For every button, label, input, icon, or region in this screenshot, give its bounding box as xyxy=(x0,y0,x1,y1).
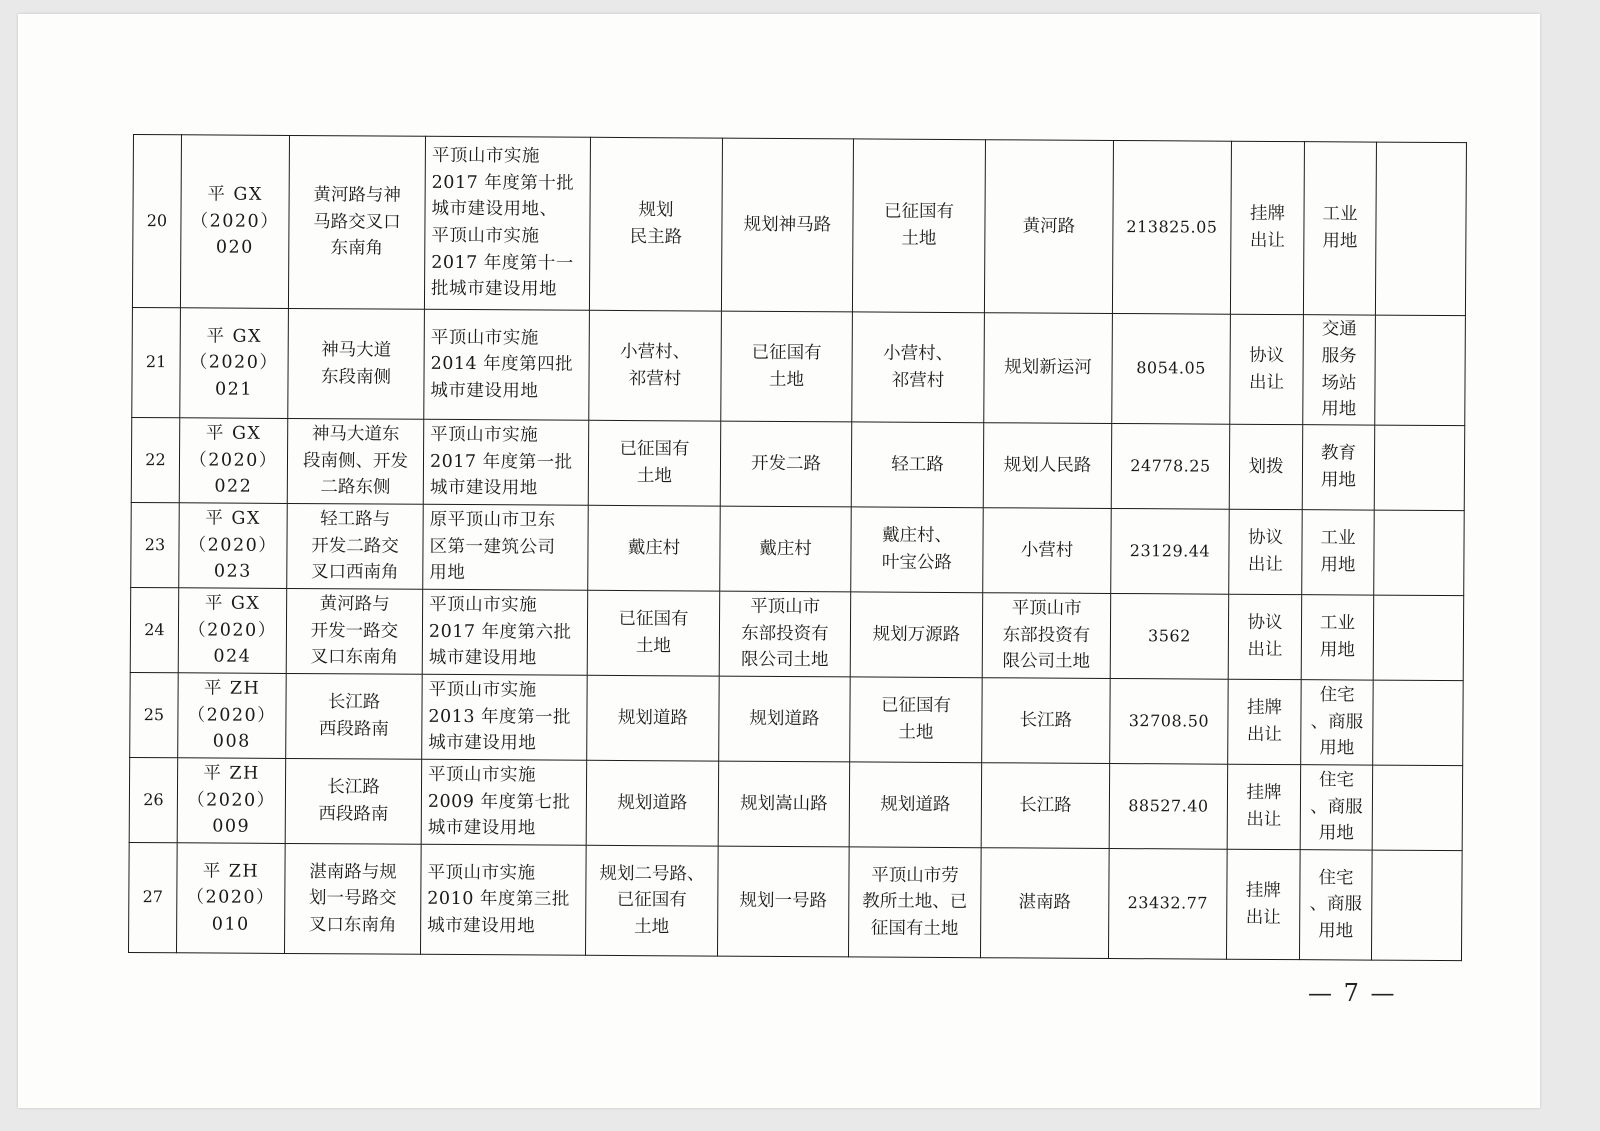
east-boundary-cell xyxy=(585,845,718,956)
seq-cell-text: 25 xyxy=(143,704,165,725)
document-page xyxy=(18,14,1540,1108)
west-boundary-cell xyxy=(721,311,853,422)
license-cell-text: 平 ZH （2020） 010 xyxy=(186,861,276,935)
south-boundary-cell-text: 规划道路 xyxy=(880,794,951,815)
table-body xyxy=(129,135,1467,961)
south-boundary-cell-text: 已征国有 土地 xyxy=(883,201,955,249)
location-cell xyxy=(287,503,424,589)
area-cell xyxy=(1111,508,1230,594)
location-cell-text: 神马大道东 段南侧、开发 二路东侧 xyxy=(302,424,409,498)
south-boundary-cell xyxy=(851,422,984,508)
supply-method-cell xyxy=(1228,679,1302,764)
license-cell-text: 平 GX （2020） 022 xyxy=(189,423,278,498)
land-use-cell-text: 住宅 、商服 用地 xyxy=(1310,685,1364,759)
land-use-cell-text: 住宅 、商服 用地 xyxy=(1310,770,1363,844)
area-cell xyxy=(1108,848,1227,959)
area-cell xyxy=(1112,140,1231,314)
north-boundary-cell-text: 黄河路 xyxy=(1022,216,1076,237)
south-boundary-cell xyxy=(851,507,984,593)
license-cell xyxy=(178,588,287,674)
east-boundary-cell-text: 小营村、 祁营村 xyxy=(620,341,691,389)
note-cell xyxy=(1375,142,1466,316)
east-boundary-cell-text: 规划 民主路 xyxy=(629,200,683,248)
land-use-cell-text: 工业 用地 xyxy=(1319,613,1356,661)
page-number: — 7 — xyxy=(1308,979,1397,1007)
license-cell xyxy=(177,758,286,844)
south-boundary-cell-text: 平顶山市劳 教所土地、已 征国有土地 xyxy=(862,865,968,939)
south-boundary-cell-text: 已征国有 土地 xyxy=(880,695,952,743)
batch-cell-text: 平顶山市实施 2009 年度第七批 城市建设用地 xyxy=(427,764,571,839)
west-boundary-cell-text: 规划嵩山路 xyxy=(740,793,828,814)
seq-cell xyxy=(130,672,179,757)
seq-cell xyxy=(132,307,181,417)
table-row xyxy=(132,307,1466,425)
license-cell xyxy=(178,673,287,759)
seq-cell xyxy=(131,417,180,502)
east-boundary-cell xyxy=(586,760,719,846)
north-boundary-cell xyxy=(983,423,1112,509)
batch-cell xyxy=(424,309,590,420)
batch-cell xyxy=(424,136,590,310)
seq-cell-text: 21 xyxy=(145,352,167,372)
location-cell xyxy=(288,135,425,309)
batch-cell xyxy=(420,844,586,955)
note-cell xyxy=(1372,765,1463,851)
east-boundary-cell-text: 规划道路 xyxy=(617,707,689,729)
area-cell-text: 88527.40 xyxy=(1128,795,1209,816)
supply-method-cell-text: 挂牌 出让 xyxy=(1245,880,1281,928)
seq-cell xyxy=(129,757,178,842)
west-boundary-cell xyxy=(720,421,852,507)
location-cell xyxy=(287,418,424,504)
area-cell-text: 32708.50 xyxy=(1128,710,1210,731)
batch-cell-text: 平顶山市实施 2014 年度第四批 城市建设用地 xyxy=(430,327,574,402)
license-cell-text: 平 GX （2020） 021 xyxy=(189,326,279,400)
batch-cell xyxy=(423,504,589,590)
license-cell-text: 平 ZH （2020） 009 xyxy=(187,763,276,838)
south-boundary-cell xyxy=(850,677,983,763)
table-row xyxy=(132,135,1466,316)
west-boundary-cell-text: 平顶山市 东部投资有 限公司土地 xyxy=(740,596,829,671)
north-boundary-cell-text: 长江路 xyxy=(1019,710,1073,731)
land-use-cell xyxy=(1301,595,1374,680)
north-boundary-cell-text: 湛南路 xyxy=(1018,892,1072,913)
supply-method-cell xyxy=(1227,764,1301,849)
supply-method-cell-text: 协议 出让 xyxy=(1247,528,1284,576)
north-boundary-cell-text: 规划人民路 xyxy=(1003,455,1092,476)
location-cell-text: 黄河路与 开发一路交 叉口东南角 xyxy=(310,594,399,668)
location-cell xyxy=(285,758,422,844)
supply-method-cell xyxy=(1228,594,1302,679)
batch-cell-text: 平顶山市实施 2013 年度第一批 城市建设用地 xyxy=(428,679,572,754)
area-cell xyxy=(1109,763,1228,849)
south-boundary-cell-text: 轻工路 xyxy=(891,454,944,475)
location-cell-text: 黄河路与神 马路交叉口 东南角 xyxy=(313,185,401,259)
area-cell-text: 3562 xyxy=(1148,626,1191,646)
north-boundary-cell xyxy=(982,593,1111,679)
area-cell-text: 8054.05 xyxy=(1136,358,1206,378)
east-boundary-cell xyxy=(588,420,721,506)
land-use-cell-text: 住宅 、商服 用地 xyxy=(1309,867,1363,942)
seq-cell xyxy=(129,842,178,952)
location-cell-text: 神马大道 东段南侧 xyxy=(320,340,392,388)
batch-cell xyxy=(422,589,588,675)
location-cell xyxy=(288,308,425,419)
west-boundary-cell xyxy=(717,846,849,957)
west-boundary-cell xyxy=(719,591,851,677)
north-boundary-cell xyxy=(981,763,1110,849)
license-cell xyxy=(176,843,285,954)
supply-method-cell xyxy=(1230,314,1304,424)
west-boundary-cell xyxy=(719,676,851,762)
location-cell-text: 轻工路与 开发二路交 叉口西南角 xyxy=(311,509,399,583)
area-cell xyxy=(1110,593,1229,679)
land-use-cell xyxy=(1302,510,1375,595)
land-use-cell-text: 交通 服务 场站 用地 xyxy=(1321,319,1357,420)
seq-cell xyxy=(130,587,179,672)
table-row xyxy=(130,672,1463,765)
batch-cell-text: 平顶山市实施 2010 年度第三批 城市建设用地 xyxy=(427,862,571,937)
north-boundary-cell-text: 小营村 xyxy=(1020,540,1074,561)
table-row xyxy=(129,757,1462,850)
south-boundary-cell xyxy=(849,762,982,848)
north-boundary-cell xyxy=(980,848,1109,959)
note-cell xyxy=(1375,315,1466,426)
land-use-cell xyxy=(1303,315,1376,425)
land-use-cell xyxy=(1303,142,1376,315)
location-cell-text: 湛南路与规 划一号路交 叉口东南角 xyxy=(308,861,397,936)
land-table-container xyxy=(128,134,1466,961)
area-cell xyxy=(1112,313,1231,424)
east-boundary-cell xyxy=(588,505,721,591)
east-boundary-cell xyxy=(589,310,722,421)
south-boundary-cell xyxy=(852,312,985,423)
seq-cell-text: 26 xyxy=(143,789,164,810)
table-row xyxy=(131,502,1464,595)
location-cell-text: 长江路 西段路南 xyxy=(318,777,389,825)
west-boundary-cell xyxy=(718,761,850,847)
location-cell-text: 长江路 西段路南 xyxy=(318,692,389,740)
supply-method-cell xyxy=(1229,424,1303,509)
north-boundary-cell xyxy=(984,313,1113,424)
license-cell-text: 平 GX （2020） 020 xyxy=(190,184,280,259)
land-allocation-table xyxy=(128,134,1467,961)
west-boundary-cell xyxy=(721,138,853,312)
west-boundary-cell-text: 已征国有 土地 xyxy=(751,342,822,390)
batch-cell-text: 平顶山市实施 2017 年度第一批 城市建设用地 xyxy=(429,424,573,499)
batch-cell xyxy=(421,759,587,845)
batch-cell-text: 原平顶山市卫东 区第一建筑公司 用地 xyxy=(429,509,556,584)
license-cell-text: 平 ZH （2020） 008 xyxy=(187,678,277,753)
west-boundary-cell-text: 规划神马路 xyxy=(743,214,832,235)
note-cell xyxy=(1374,425,1465,511)
license-cell xyxy=(180,135,289,309)
land-use-cell-text: 教育 用地 xyxy=(1320,443,1357,491)
seq-cell-text: 22 xyxy=(145,449,166,470)
east-boundary-cell-text: 已征国有 土地 xyxy=(619,439,690,487)
south-boundary-cell-text: 戴庄村、 叶宝公路 xyxy=(881,525,953,574)
supply-method-cell-text: 挂牌 出让 xyxy=(1246,698,1283,746)
land-use-cell xyxy=(1300,765,1373,850)
location-cell xyxy=(284,843,421,954)
supply-method-cell-text: 协议 出让 xyxy=(1248,345,1285,393)
west-boundary-cell-text: 开发二路 xyxy=(750,453,822,474)
east-boundary-cell xyxy=(587,675,720,761)
west-boundary-cell-text: 规划一号路 xyxy=(739,890,828,912)
land-use-cell-text: 工业 用地 xyxy=(1322,204,1358,252)
license-cell xyxy=(179,418,288,504)
south-boundary-cell xyxy=(852,139,985,313)
table-row xyxy=(131,417,1464,510)
seq-cell xyxy=(131,502,180,587)
west-boundary-cell-text: 戴庄村 xyxy=(759,538,812,559)
area-cell-text: 23129.44 xyxy=(1129,540,1211,561)
north-boundary-cell xyxy=(984,140,1113,314)
south-boundary-cell xyxy=(850,592,983,678)
supply-method-cell xyxy=(1229,509,1303,594)
land-use-cell xyxy=(1301,680,1374,765)
west-boundary-cell xyxy=(720,506,852,592)
east-boundary-cell-text: 戴庄村 xyxy=(627,537,681,559)
supply-method-cell-text: 挂牌 出让 xyxy=(1249,204,1286,252)
license-cell xyxy=(180,308,289,419)
note-cell xyxy=(1371,850,1462,961)
seq-cell-text: 23 xyxy=(144,534,166,555)
south-boundary-cell-text: 小营村、 祁营村 xyxy=(883,343,954,391)
land-use-cell xyxy=(1302,425,1375,510)
east-boundary-cell-text: 已征国有 土地 xyxy=(618,609,689,657)
supply-method-cell-text: 挂牌 出让 xyxy=(1246,783,1282,831)
east-boundary-cell xyxy=(587,590,720,676)
batch-cell xyxy=(423,419,589,505)
batch-cell-text: 平顶山市实施 2017 年度第六批 城市建设用地 xyxy=(428,594,572,669)
area-cell-text: 213825.05 xyxy=(1126,216,1218,237)
seq-cell xyxy=(132,135,181,308)
supply-method-cell-text: 协议 出让 xyxy=(1247,613,1283,661)
area-cell xyxy=(1110,678,1229,764)
note-cell xyxy=(1374,510,1465,596)
north-boundary-cell-text: 规划新运河 xyxy=(1004,357,1092,379)
south-boundary-cell xyxy=(848,847,981,958)
area-cell-text: 24778.25 xyxy=(1130,455,1211,476)
location-cell xyxy=(286,588,423,674)
seq-cell-text: 24 xyxy=(144,619,165,640)
east-boundary-cell-text: 规划二号路、 已征国有 土地 xyxy=(599,863,705,938)
land-use-cell xyxy=(1299,850,1372,960)
license-cell-text: 平 GX （2020） 023 xyxy=(188,508,278,583)
north-boundary-cell xyxy=(982,678,1111,764)
license-cell-text: 平 GX （2020） 024 xyxy=(188,593,277,668)
north-boundary-cell-text: 长江路 xyxy=(1019,795,1072,816)
table-row xyxy=(129,842,1463,960)
batch-cell xyxy=(422,674,588,760)
area-cell-text: 23432.77 xyxy=(1127,893,1209,913)
note-cell xyxy=(1373,595,1464,681)
supply-method-cell xyxy=(1226,849,1300,959)
seq-cell-text: 20 xyxy=(146,210,168,231)
south-boundary-cell-text: 规划万源路 xyxy=(872,624,961,645)
license-cell xyxy=(179,503,288,589)
west-boundary-cell-text: 规划道路 xyxy=(749,708,820,729)
location-cell xyxy=(286,673,423,759)
land-use-cell-text: 工业 用地 xyxy=(1320,528,1356,576)
supply-method-cell xyxy=(1230,141,1304,314)
supply-method-cell-text: 划拨 xyxy=(1248,456,1284,477)
east-boundary-cell-text: 规划道路 xyxy=(617,792,688,814)
batch-cell-text: 平顶山市实施 2017 年度第十批 城市建设用地、 平顶山市实施 2017 年度第十一 批城市建设用地 xyxy=(430,146,575,300)
table-row xyxy=(130,587,1463,680)
north-boundary-cell xyxy=(983,508,1112,594)
note-cell xyxy=(1373,680,1464,766)
north-boundary-cell-text: 平顶山市 东部投资有 限公司土地 xyxy=(1002,598,1091,673)
area-cell xyxy=(1111,423,1230,509)
seq-cell-text: 27 xyxy=(142,887,164,907)
east-boundary-cell xyxy=(589,137,722,311)
